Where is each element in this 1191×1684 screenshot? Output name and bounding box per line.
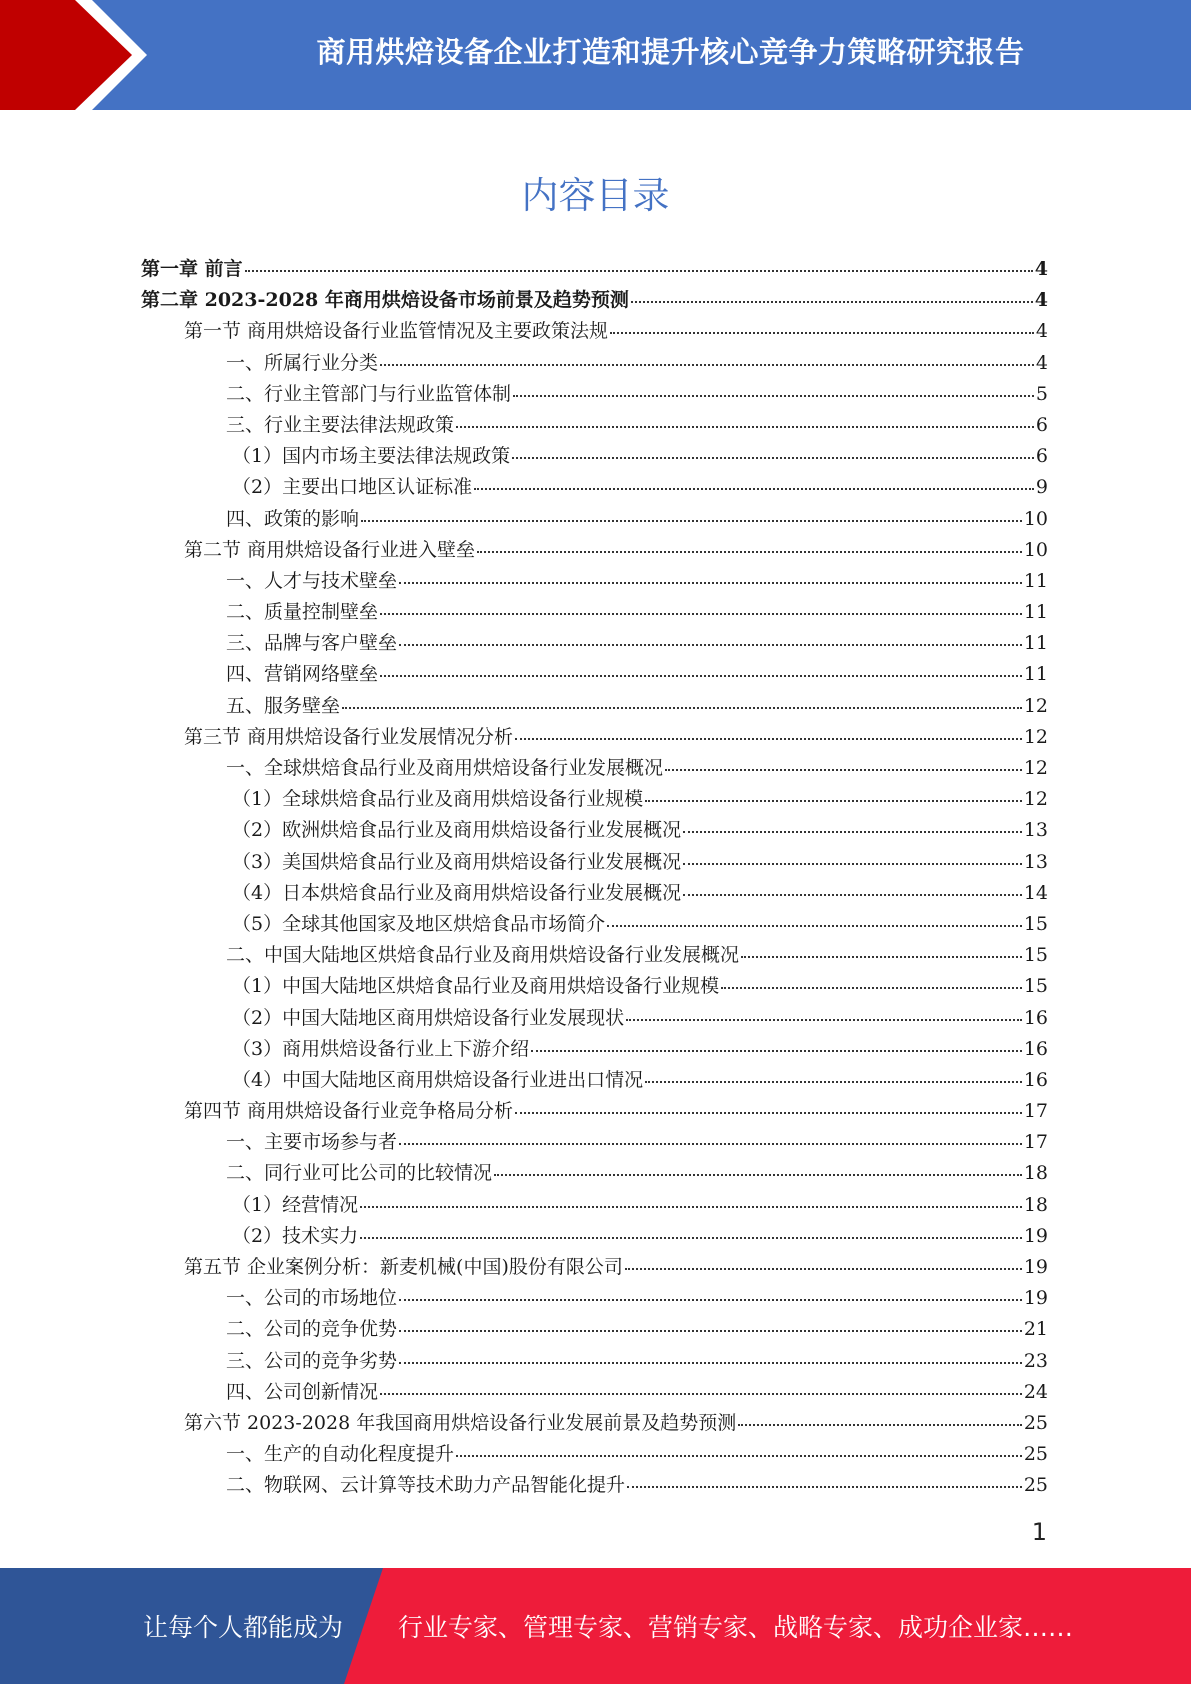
toc-dot-leader: [360, 1206, 1022, 1208]
toc-entry-label: 一、生产的自动化程度提升: [226, 1443, 455, 1466]
toc-entry-page: 25: [1023, 1411, 1048, 1434]
toc-entry-label: 第二节 商用烘焙设备行业进入壁垒: [184, 538, 476, 561]
toc-dot-leader: [399, 1330, 1022, 1332]
toc-entry[interactable]: [141, 472, 1048, 503]
toc-dot-leader: [456, 426, 1034, 428]
toc-entry-label: 三、品牌与客户壁垒: [226, 632, 398, 655]
toc-dot-leader: [399, 1143, 1022, 1145]
toc-entry-page: 19: [1023, 1256, 1048, 1278]
toc-dot-leader: [683, 831, 1022, 833]
toc-entry-page: 17: [1023, 1100, 1048, 1123]
toc-entry-label: 二、中国大陆地区烘焙食品行业及商用烘焙设备行业发展概况: [226, 944, 740, 967]
toc-entry[interactable]: [141, 1470, 1048, 1501]
toc-entry-page: 6: [1035, 445, 1048, 468]
toc-entry-page: 11: [1023, 569, 1048, 592]
toc-dot-leader: [665, 769, 1022, 771]
toc-entry-label: 第四节 商用烘焙设备行业竞争格局分析: [184, 1100, 514, 1123]
toc-entry[interactable]: [141, 410, 1048, 441]
toc-entry[interactable]: [141, 348, 1048, 379]
toc-entry-page: 11: [1023, 663, 1048, 686]
toc-dot-leader: [515, 1112, 1022, 1114]
toc-entry-label: （1）经营情况: [232, 1193, 359, 1216]
toc-entry[interactable]: [141, 1158, 1048, 1189]
toc-entry-page: 4: [1034, 258, 1048, 280]
toc-entry-page: 4: [1035, 351, 1048, 374]
toc-dot-leader: [631, 301, 1033, 303]
toc-entry-label: （3）美国烘焙食品行业及商用烘焙设备行业发展概况: [232, 850, 682, 873]
toc-entry-label: 二、质量控制壁垒: [226, 601, 379, 624]
toc-entry[interactable]: [141, 379, 1048, 410]
footer-band: [0, 1568, 1191, 1684]
toc-entry-page: 12: [1023, 725, 1048, 748]
toc-entry-page: 10: [1023, 507, 1048, 530]
toc-entry[interactable]: [141, 1127, 1048, 1158]
toc-entry[interactable]: [141, 1439, 1048, 1470]
toc-entry-label: 第一节 商用烘焙设备行业监管情况及主要政策法规: [184, 320, 609, 343]
toc-dot-leader: [360, 1237, 1022, 1239]
toc-entry[interactable]: [141, 285, 1048, 316]
toc-entry-label: （5）全球其他国家及地区烘焙食品市场简介: [232, 912, 606, 935]
toc-entry[interactable]: [141, 316, 1048, 347]
toc-entry[interactable]: [141, 659, 1048, 690]
toc-entry-label: 三、公司的竞争劣势: [226, 1349, 398, 1372]
toc-entry-label: 五、服务壁垒: [226, 694, 341, 717]
toc-entry-label: （2）欧洲烘焙食品行业及商用烘焙设备行业发展概况: [232, 819, 682, 842]
toc-dot-leader: [456, 1455, 1022, 1457]
footer-slogan-left: 让每个人都能成为: [143, 1613, 344, 1642]
toc-entry-label: 二、同行业可比公司的比较情况: [226, 1162, 493, 1185]
toc-dot-leader: [380, 675, 1022, 677]
toc-entry[interactable]: [141, 691, 1048, 722]
toc-dot-leader: [380, 364, 1034, 366]
toc-entry-page: 5: [1035, 382, 1048, 405]
toc-entry-label: （3）商用烘焙设备行业上下游介绍: [232, 1037, 530, 1060]
toc-dot-leader: [512, 457, 1034, 459]
toc-entry[interactable]: [141, 784, 1048, 815]
toc-entry-page: 19: [1023, 1224, 1048, 1247]
toc-entry[interactable]: [141, 847, 1048, 878]
toc-entry-label: 三、行业主要法律法规政策: [226, 413, 455, 436]
toc-dot-leader: [645, 1081, 1022, 1083]
toc-entry[interactable]: [141, 753, 1048, 784]
page-number: 1: [1031, 1518, 1047, 1546]
toc-entry[interactable]: [141, 909, 1048, 940]
toc-entry-page: 12: [1023, 694, 1048, 717]
toc-entry[interactable]: [141, 940, 1048, 971]
toc-dot-leader: [531, 1050, 1022, 1052]
toc-entry-label: 二、行业主管部门与行业监管体制: [226, 382, 512, 405]
toc-entry[interactable]: [141, 878, 1048, 909]
toc-entry[interactable]: [141, 1252, 1048, 1283]
toc-dot-leader: [380, 1393, 1022, 1395]
toc-dot-leader: [607, 925, 1022, 927]
toc-entry-page: 16: [1023, 1037, 1048, 1060]
toc-entry-label: 二、物联网、云计算等技术助力产品智能化提升: [226, 1474, 626, 1497]
toc-dot-leader: [477, 551, 1022, 553]
toc-entry[interactable]: [141, 441, 1048, 472]
toc-entry-label: 一、主要市场参与者: [226, 1131, 398, 1154]
toc-entry-page: 25: [1023, 1443, 1048, 1466]
toc-entry-page: 23: [1023, 1349, 1048, 1372]
toc-dot-leader: [474, 488, 1034, 490]
toc-dot-leader: [610, 332, 1034, 334]
toc-entry-label: （4）日本烘焙食品行业及商用烘焙设备行业发展概况: [232, 881, 682, 904]
toc-entry[interactable]: [141, 1283, 1048, 1314]
toc-dot-leader: [342, 707, 1022, 709]
toc-dot-leader: [513, 395, 1034, 397]
toc-entry-page: 13: [1023, 819, 1048, 842]
toc-dot-leader: [645, 800, 1022, 802]
toc-entry[interactable]: [141, 971, 1048, 1002]
toc-entry-page: 16: [1023, 1068, 1048, 1091]
toc-dot-leader: [399, 1362, 1022, 1364]
toc-entry-label: （2）技术实力: [232, 1224, 359, 1247]
toc-entry-label: 一、公司的市场地位: [226, 1287, 398, 1310]
toc-entry-label: 第三节 商用烘焙设备行业发展情况分析: [184, 725, 514, 748]
toc-entry-page: 4: [1034, 289, 1048, 312]
toc-entry[interactable]: [141, 1190, 1048, 1221]
toc-entry[interactable]: [141, 1221, 1048, 1252]
toc-entry-label: 第一章 前言: [141, 258, 243, 280]
toc-dot-leader: [399, 582, 1022, 584]
toc-entry-page: 13: [1023, 850, 1048, 873]
toc-entry[interactable]: [141, 535, 1048, 566]
toc-dot-leader: [399, 1299, 1022, 1301]
report-title: 商用烘焙设备企业打造和提升核心竞争力策略研究报告: [316, 35, 1025, 69]
toc-entry-page: 21: [1023, 1318, 1048, 1341]
toc-entry-page: 24: [1023, 1380, 1048, 1403]
toc-dot-leader: [683, 863, 1022, 865]
toc-entry-page: 18: [1023, 1193, 1048, 1216]
toc-entry[interactable]: [141, 254, 1048, 285]
toc-entry-page: 18: [1023, 1162, 1048, 1185]
toc-entry-label: （2）中国大陆地区商用烘焙设备行业发展现状: [232, 1006, 625, 1029]
toc-entry[interactable]: [141, 628, 1048, 659]
toc-entry-label: 四、公司创新情况: [226, 1380, 379, 1403]
toc-entry[interactable]: [141, 1096, 1048, 1127]
toc-entry-page: 15: [1023, 975, 1048, 998]
toc-entry-label: （2）主要出口地区认证标准: [232, 476, 473, 499]
toc-entry[interactable]: [141, 1408, 1048, 1439]
toc-entry-page: 12: [1023, 757, 1048, 779]
toc-entry[interactable]: [141, 1003, 1048, 1034]
toc-entry-page: 6: [1035, 413, 1048, 436]
toc-entry-page: 4: [1035, 320, 1048, 343]
table-of-contents: [141, 254, 1048, 1502]
footer-slogan-right: 行业专家、管理专家、营销专家、战略专家、成功企业家……: [398, 1613, 1074, 1642]
toc-entry-page: 15: [1023, 944, 1048, 967]
toc-entry[interactable]: [141, 1034, 1048, 1065]
toc-entry-label: 第六节 2023-2028 年我国商用烘焙设备行业发展前景及趋势预测: [184, 1411, 737, 1434]
toc-dot-leader: [399, 644, 1022, 646]
toc-entry[interactable]: [141, 722, 1048, 753]
toc-entry-page: 9: [1035, 476, 1048, 499]
toc-entry[interactable]: [141, 1314, 1048, 1345]
toc-entry[interactable]: [141, 1346, 1048, 1377]
toc-entry-page: 19: [1023, 1287, 1048, 1310]
toc-entry[interactable]: [141, 597, 1048, 628]
toc-entry-label: （4）中国大陆地区商用烘焙设备行业进出口情况: [232, 1068, 644, 1091]
toc-dot-leader: [741, 956, 1022, 958]
toc-dot-leader: [515, 738, 1022, 740]
toc-entry-page: 25: [1023, 1474, 1048, 1497]
toc-dot-leader: [626, 1019, 1022, 1021]
toc-entry-page: 15: [1023, 912, 1048, 935]
toc-dot-leader: [380, 613, 1022, 615]
toc-entry-page: 10: [1023, 538, 1048, 561]
toc-entry-label: 四、政策的影响: [226, 507, 360, 530]
header-band: [0, 0, 1191, 110]
toc-entry[interactable]: [141, 1065, 1048, 1096]
toc-entry-label: 二、公司的竞争优势: [226, 1318, 398, 1341]
toc-dot-leader: [245, 270, 1033, 272]
toc-entry-label: 四、营销网络壁垒: [226, 663, 379, 686]
toc-dot-leader: [627, 1486, 1022, 1488]
toc-entry-label: 一、所属行业分类: [226, 351, 379, 374]
toc-dot-leader: [494, 1174, 1022, 1176]
toc-heading: 内容目录: [521, 174, 670, 217]
toc-entry-label: （1）中国大陆地区烘焙食品行业及商用烘焙设备行业规模: [232, 975, 720, 998]
toc-dot-leader: [738, 1424, 1022, 1426]
toc-dot-leader: [361, 520, 1022, 522]
toc-entry-page: 17: [1023, 1131, 1048, 1154]
toc-entry-label: （1）国内市场主要法律法规政策: [232, 445, 511, 468]
toc-entry-label: 一、人才与技术壁垒: [226, 569, 398, 592]
toc-entry[interactable]: [141, 504, 1048, 535]
toc-dot-leader: [721, 987, 1022, 989]
toc-entry-page: 11: [1023, 601, 1048, 624]
toc-entry-page: 11: [1023, 632, 1048, 655]
toc-entry[interactable]: [141, 1377, 1048, 1408]
toc-entry-page: 14: [1023, 881, 1048, 904]
toc-entry-label: 第五节 企业案例分析：新麦机械(中国)股份有限公司: [184, 1256, 623, 1278]
toc-dot-leader: [683, 894, 1022, 896]
toc-entry-label: 一、全球烘焙食品行业及商用烘焙设备行业发展概况: [226, 757, 664, 779]
toc-entry[interactable]: [141, 566, 1048, 597]
toc-entry-page: 12: [1023, 788, 1048, 811]
toc-entry-label: （1）全球烘焙食品行业及商用烘焙设备行业规模: [232, 788, 644, 811]
toc-dot-leader: [625, 1268, 1022, 1270]
toc-entry-page: 16: [1023, 1006, 1048, 1029]
toc-entry[interactable]: [141, 815, 1048, 846]
toc-entry-label: 第二章 2023-2028 年商用烘焙设备市场前景及趋势预测: [141, 289, 629, 312]
